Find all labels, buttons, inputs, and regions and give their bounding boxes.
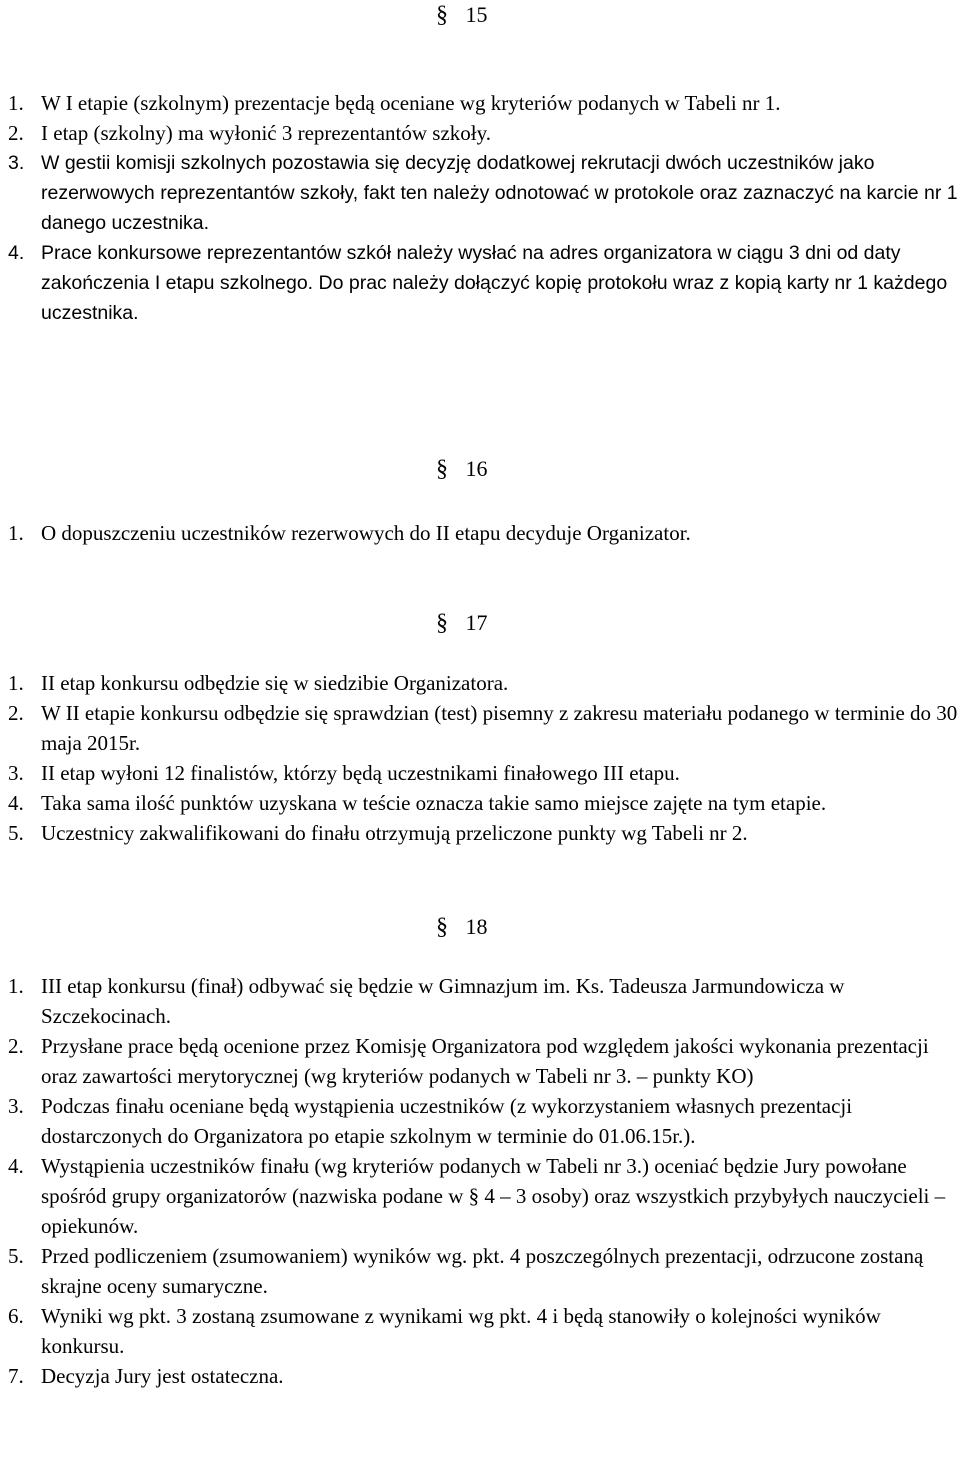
item-text: Wystąpienia uczestników finału (wg kryteriów podanych w Tabeli nr 3.) oceniać będzie Jury powołane spośród grupy organizatorów (nazwiska podane w § 4 – 3 osoby) oraz wszystkich przybyłych nauczycieli – opiekunów. bbox=[41, 1154, 946, 1238]
item-text: W II etapie konkursu odbędzie się sprawdzian (test) pisemny z zakresu materiału podanego w terminie do 30 maja 2015r. bbox=[41, 701, 958, 755]
item-number: 1. bbox=[8, 671, 24, 695]
item-text: II etap konkursu odbędzie się w siedzibie Organizatora. bbox=[41, 671, 509, 695]
item-text: II etap wyłoni 12 finalistów, którzy będą uczestnikami finałowego III etapu. bbox=[41, 761, 680, 785]
item-number: 2. bbox=[8, 701, 24, 725]
list-item bbox=[8, 1241, 960, 1301]
item-text: O dopuszczeniu uczestników rezerwowych do II etapu decyduje Organizator. bbox=[41, 521, 691, 545]
section-number: 17 bbox=[465, 610, 488, 635]
section-15-heading bbox=[436, 0, 636, 30]
list-item bbox=[8, 88, 960, 118]
item-number: 2. bbox=[8, 121, 24, 145]
item-text: Przysłane prace będą ocenione przez Komisję Organizatora pod względem jakości wykonania prezentacji oraz zawartości merytorycznej (wg kryteriów podanych w Tabeli nr 3. – punkty KO) bbox=[41, 1034, 929, 1088]
item-number: 5. bbox=[8, 1244, 24, 1268]
list-item bbox=[8, 818, 960, 848]
list-item bbox=[8, 698, 960, 758]
item-text: III etap konkursu (finał) odbywać się będzie w Gimnazjum im. Ks. Tadeusza Jarmundowicza w Szczekocinach. bbox=[41, 974, 845, 1028]
item-number: 4. bbox=[8, 242, 25, 264]
item-number: 6. bbox=[8, 1304, 24, 1328]
item-text: Decyzja Jury jest ostateczna. bbox=[41, 1364, 284, 1388]
section-15-list bbox=[8, 88, 960, 328]
item-number: 4. bbox=[8, 1154, 24, 1178]
section-17-list bbox=[8, 668, 960, 848]
item-text: Prace konkursowe reprezentantów szkół należy wysłać na adres organizatora w ciągu 3 dni od daty zakończenia I etapu szkolnego. Do prac należy dołączyć kopię protokołu wraz z kopią karty nr 1 każdego uczestnika. bbox=[41, 242, 948, 324]
list-item bbox=[8, 1031, 960, 1091]
list-item bbox=[8, 1361, 960, 1391]
list-item bbox=[8, 238, 960, 328]
section-17-heading bbox=[436, 608, 636, 638]
section-symbol: § bbox=[436, 914, 448, 940]
item-number: 3. bbox=[8, 1094, 24, 1118]
section-symbol: § bbox=[436, 456, 448, 482]
section-number: 16 bbox=[465, 456, 488, 481]
section-symbol: § bbox=[436, 2, 448, 28]
section-18-heading bbox=[436, 912, 636, 942]
list-item bbox=[8, 668, 960, 698]
list-item bbox=[8, 788, 960, 818]
list-item bbox=[8, 971, 960, 1031]
list-item bbox=[8, 148, 960, 238]
item-text: W I etapie (szkolnym) prezentacje będą oceniane wg kryteriów podanych w Tabeli nr 1. bbox=[41, 91, 781, 115]
item-number: 3. bbox=[8, 152, 25, 174]
list-item bbox=[8, 118, 960, 148]
item-number: 1. bbox=[8, 521, 24, 545]
list-item bbox=[8, 758, 960, 788]
item-number: 5. bbox=[8, 821, 24, 845]
section-16-heading bbox=[436, 454, 636, 484]
list-item bbox=[8, 1301, 960, 1361]
item-text: Wyniki wg pkt. 3 zostaną zsumowane z wynikami wg pkt. 4 i będą stanowiły o kolejności wyników konkursu. bbox=[41, 1304, 881, 1358]
list-item bbox=[8, 518, 960, 548]
item-text: W gestii komisji szkolnych pozostawia się decyzję dodatkowej rekrutacji dwóch uczestników jako rezerwowych reprezentantów szkoły, fakt ten należy odnotować w protokole oraz zaznaczyć na karcie nr 1 danego uczestnika. bbox=[41, 152, 958, 234]
item-number: 3. bbox=[8, 761, 24, 785]
item-text: Uczestnicy zakwalifikowani do finału otrzymują przeliczone punkty wg Tabeli nr 2. bbox=[41, 821, 748, 845]
item-text: I etap (szkolny) ma wyłonić 3 reprezentantów szkoły. bbox=[41, 121, 491, 145]
list-item bbox=[8, 1091, 960, 1151]
list-item bbox=[8, 1151, 960, 1241]
section-16-list bbox=[8, 518, 960, 548]
section-number: 15 bbox=[465, 2, 488, 27]
item-number: 1. bbox=[8, 91, 24, 115]
item-number: 7. bbox=[8, 1364, 24, 1388]
item-number: 4. bbox=[8, 791, 24, 815]
item-number: 2. bbox=[8, 1034, 24, 1058]
section-symbol: § bbox=[436, 610, 448, 636]
item-number: 1. bbox=[8, 974, 24, 998]
section-18-list bbox=[8, 971, 960, 1391]
item-text: Taka sama ilość punktów uzyskana w teście oznacza takie samo miejsce zajęte na tym etapie. bbox=[41, 791, 827, 815]
section-number: 18 bbox=[465, 914, 488, 939]
item-text: Podczas finału oceniane będą wystąpienia uczestników (z wykorzystaniem własnych prezentacji dostarczonych do Organizatora po etapie szkolnym w terminie do 01.06.15r.). bbox=[41, 1094, 853, 1148]
item-text: Przed podliczeniem (zsumowaniem) wyników wg. pkt. 4 poszczególnych prezentacji, odrzucone zostaną skrajne oceny sumaryczne. bbox=[41, 1244, 924, 1298]
